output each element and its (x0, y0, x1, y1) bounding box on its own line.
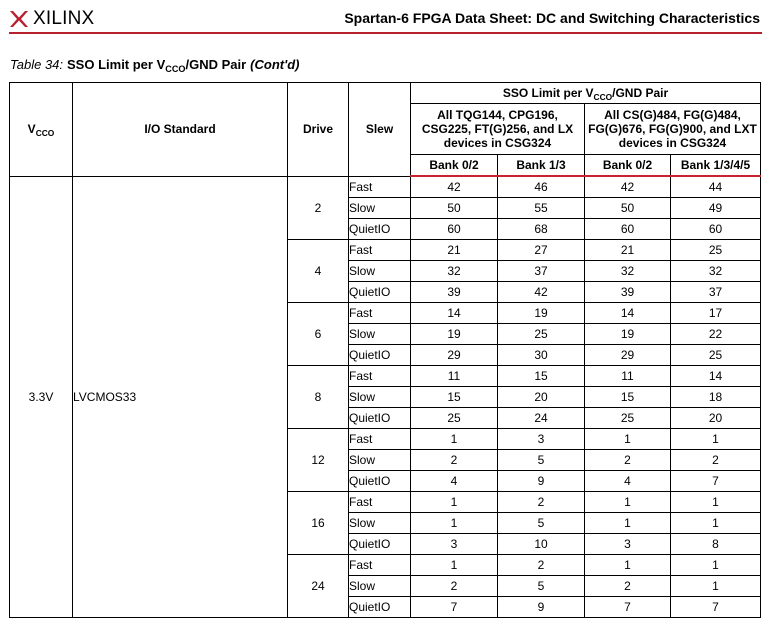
sso-value-cell: 1 (585, 555, 671, 576)
sso-value-cell: 8 (671, 534, 761, 555)
table-title-post: /GND Pair (185, 57, 247, 72)
sso-value-cell: 7 (411, 597, 498, 618)
table-number: Table 34: (10, 57, 64, 72)
sso-value-cell: 24 (498, 408, 585, 429)
slew-cell: QuietIO (349, 219, 411, 240)
sso-value-cell: 29 (411, 345, 498, 366)
sso-value-cell: 14 (411, 303, 498, 324)
sso-value-cell: 5 (498, 576, 585, 597)
sso-value-cell: 1 (585, 513, 671, 534)
sso-value-cell: 9 (498, 471, 585, 492)
sso-value-cell: 37 (498, 261, 585, 282)
sso-value-cell: 25 (585, 408, 671, 429)
sso-value-cell: 1 (411, 492, 498, 513)
sso-value-cell: 14 (671, 366, 761, 387)
sso-value-cell: 32 (411, 261, 498, 282)
drive-cell: 2 (288, 176, 349, 240)
sso-value-cell: 46 (498, 176, 585, 198)
sso-value-cell: 50 (411, 198, 498, 219)
sso-value-cell: 4 (585, 471, 671, 492)
slew-cell: Fast (349, 176, 411, 198)
slew-cell: Slow (349, 261, 411, 282)
slew-cell: Fast (349, 492, 411, 513)
slew-cell: QuietIO (349, 282, 411, 303)
sso-value-cell: 29 (585, 345, 671, 366)
table-continued: (Cont'd) (250, 57, 300, 72)
drive-cell: 6 (288, 303, 349, 366)
drive-cell: 12 (288, 429, 349, 492)
sso-value-cell: 22 (671, 324, 761, 345)
sso-value-cell: 50 (585, 198, 671, 219)
sso-value-cell: 21 (411, 240, 498, 261)
sso-value-cell: 19 (585, 324, 671, 345)
io-standard-cell: LVCMOS33 (73, 176, 288, 618)
header-rule (9, 32, 762, 34)
sso-value-cell: 5 (498, 450, 585, 471)
sso-value-cell: 1 (671, 492, 761, 513)
sso-value-cell: 1 (671, 576, 761, 597)
sso-value-cell: 20 (671, 408, 761, 429)
header-subgroup-b: All CS(G)484, FG(G)484, FG(G)676, FG(G)900, and LXT devices in CSG324 (585, 104, 761, 155)
drive-cell: 4 (288, 240, 349, 303)
sso-value-cell: 15 (585, 387, 671, 408)
sso-value-cell: 14 (585, 303, 671, 324)
sso-value-cell: 42 (498, 282, 585, 303)
sso-value-cell: 2 (411, 576, 498, 597)
sso-value-cell: 7 (585, 597, 671, 618)
sso-value-cell: 39 (585, 282, 671, 303)
sso-value-cell: 3 (498, 429, 585, 450)
sso-value-cell: 25 (671, 240, 761, 261)
sso-value-cell: 2 (498, 555, 585, 576)
sso-value-cell: 2 (585, 450, 671, 471)
header-vcco: $V_{CCO}$ (10, 83, 73, 177)
header-slew: Slew (349, 83, 411, 177)
sso-value-cell: 25 (411, 408, 498, 429)
header-subgroup-a: All TQG144, CPG196, CSG225, FT(G)256, and LX devices in CSG324 (411, 104, 585, 155)
slew-cell: QuietIO (349, 408, 411, 429)
sso-value-cell: 32 (671, 261, 761, 282)
sso-value-cell: 21 (585, 240, 671, 261)
slew-cell: Slow (349, 198, 411, 219)
slew-cell: QuietIO (349, 471, 411, 492)
sso-value-cell: 15 (411, 387, 498, 408)
header-bank: Bank 1/3/4/5 (671, 155, 761, 177)
sso-value-cell: 18 (671, 387, 761, 408)
sso-value-cell: 25 (498, 324, 585, 345)
sso-value-cell: 3 (411, 534, 498, 555)
table-title (67, 57, 246, 72)
header-io-standard: I/O Standard (73, 83, 288, 177)
table-row (10, 176, 761, 198)
slew-cell: QuietIO (349, 597, 411, 618)
table-title-pre: SSO Limit per V (67, 57, 166, 72)
sso-value-cell: 49 (671, 198, 761, 219)
sso-value-cell: 10 (498, 534, 585, 555)
sso-value-cell: 1 (671, 555, 761, 576)
slew-cell: Fast (349, 366, 411, 387)
sso-value-cell: 15 (498, 366, 585, 387)
sso-value-cell: 25 (671, 345, 761, 366)
sso-value-cell: 17 (671, 303, 761, 324)
slew-cell: Slow (349, 387, 411, 408)
drive-cell: 24 (288, 555, 349, 618)
sso-value-cell: 2 (585, 576, 671, 597)
slew-cell: Fast (349, 555, 411, 576)
header-drive: Drive (288, 83, 349, 177)
table-title-sub: CCO (165, 64, 186, 74)
sso-value-cell: 32 (585, 261, 671, 282)
sso-value-cell: 39 (411, 282, 498, 303)
logo-text: XILINX (33, 8, 95, 29)
sso-value-cell: 1 (671, 429, 761, 450)
drive-cell: 16 (288, 492, 349, 555)
sso-value-cell: 1 (671, 513, 761, 534)
sso-value-cell: 55 (498, 198, 585, 219)
page-header (0, 0, 770, 38)
sso-value-cell: 2 (498, 492, 585, 513)
sso-value-cell: 2 (671, 450, 761, 471)
sso-value-cell: 19 (411, 324, 498, 345)
sso-value-cell: 1 (585, 429, 671, 450)
sso-value-cell: 68 (498, 219, 585, 240)
header-bank: Bank 1/3 (498, 155, 585, 177)
slew-cell: Slow (349, 576, 411, 597)
sso-value-cell: 19 (498, 303, 585, 324)
drive-cell: 8 (288, 366, 349, 429)
sso-value-cell: 2 (411, 450, 498, 471)
slew-cell: Slow (349, 324, 411, 345)
sso-value-cell: 1 (411, 513, 498, 534)
slew-cell: Fast (349, 429, 411, 450)
sso-value-cell: 9 (498, 597, 585, 618)
sso-value-cell: 11 (585, 366, 671, 387)
header-bank: Bank 0/2 (411, 155, 498, 177)
slew-cell: Slow (349, 450, 411, 471)
sso-value-cell: 3 (585, 534, 671, 555)
xilinx-logo (9, 8, 94, 30)
slew-cell: QuietIO (349, 534, 411, 555)
header-sso-limit-group: SSO Limit per $V_{CCO}$/GND Pair (411, 83, 761, 104)
slew-cell: Fast (349, 240, 411, 261)
sso-value-cell: 60 (671, 219, 761, 240)
sso-value-cell: 30 (498, 345, 585, 366)
sso-value-cell: 42 (411, 176, 498, 198)
header-bank: Bank 0/2 (585, 155, 671, 177)
table-caption (10, 57, 299, 72)
sso-value-cell: 1 (411, 429, 498, 450)
sso-value-cell: 27 (498, 240, 585, 261)
document-title: Spartan-6 FPGA Data Sheet: DC and Switching Characteristics (344, 10, 760, 26)
xilinx-x-logo-icon (9, 10, 29, 28)
table-body (10, 176, 761, 618)
sso-value-cell: 37 (671, 282, 761, 303)
sso-value-cell: 1 (411, 555, 498, 576)
sso-value-cell: 44 (671, 176, 761, 198)
sso-value-cell: 60 (585, 219, 671, 240)
sso-value-cell: 5 (498, 513, 585, 534)
sso-value-cell: 7 (671, 597, 761, 618)
sso-value-cell: 1 (585, 492, 671, 513)
slew-cell: Fast (349, 303, 411, 324)
sso-value-cell: 42 (585, 176, 671, 198)
sso-value-cell: 4 (411, 471, 498, 492)
vcco-value-cell: 3.3V (10, 176, 73, 618)
sso-limit-table (9, 82, 761, 618)
slew-cell: Slow (349, 513, 411, 534)
sso-value-cell: 11 (411, 366, 498, 387)
sso-value-cell: 7 (671, 471, 761, 492)
slew-cell: QuietIO (349, 345, 411, 366)
sso-value-cell: 20 (498, 387, 585, 408)
sso-value-cell: 60 (411, 219, 498, 240)
